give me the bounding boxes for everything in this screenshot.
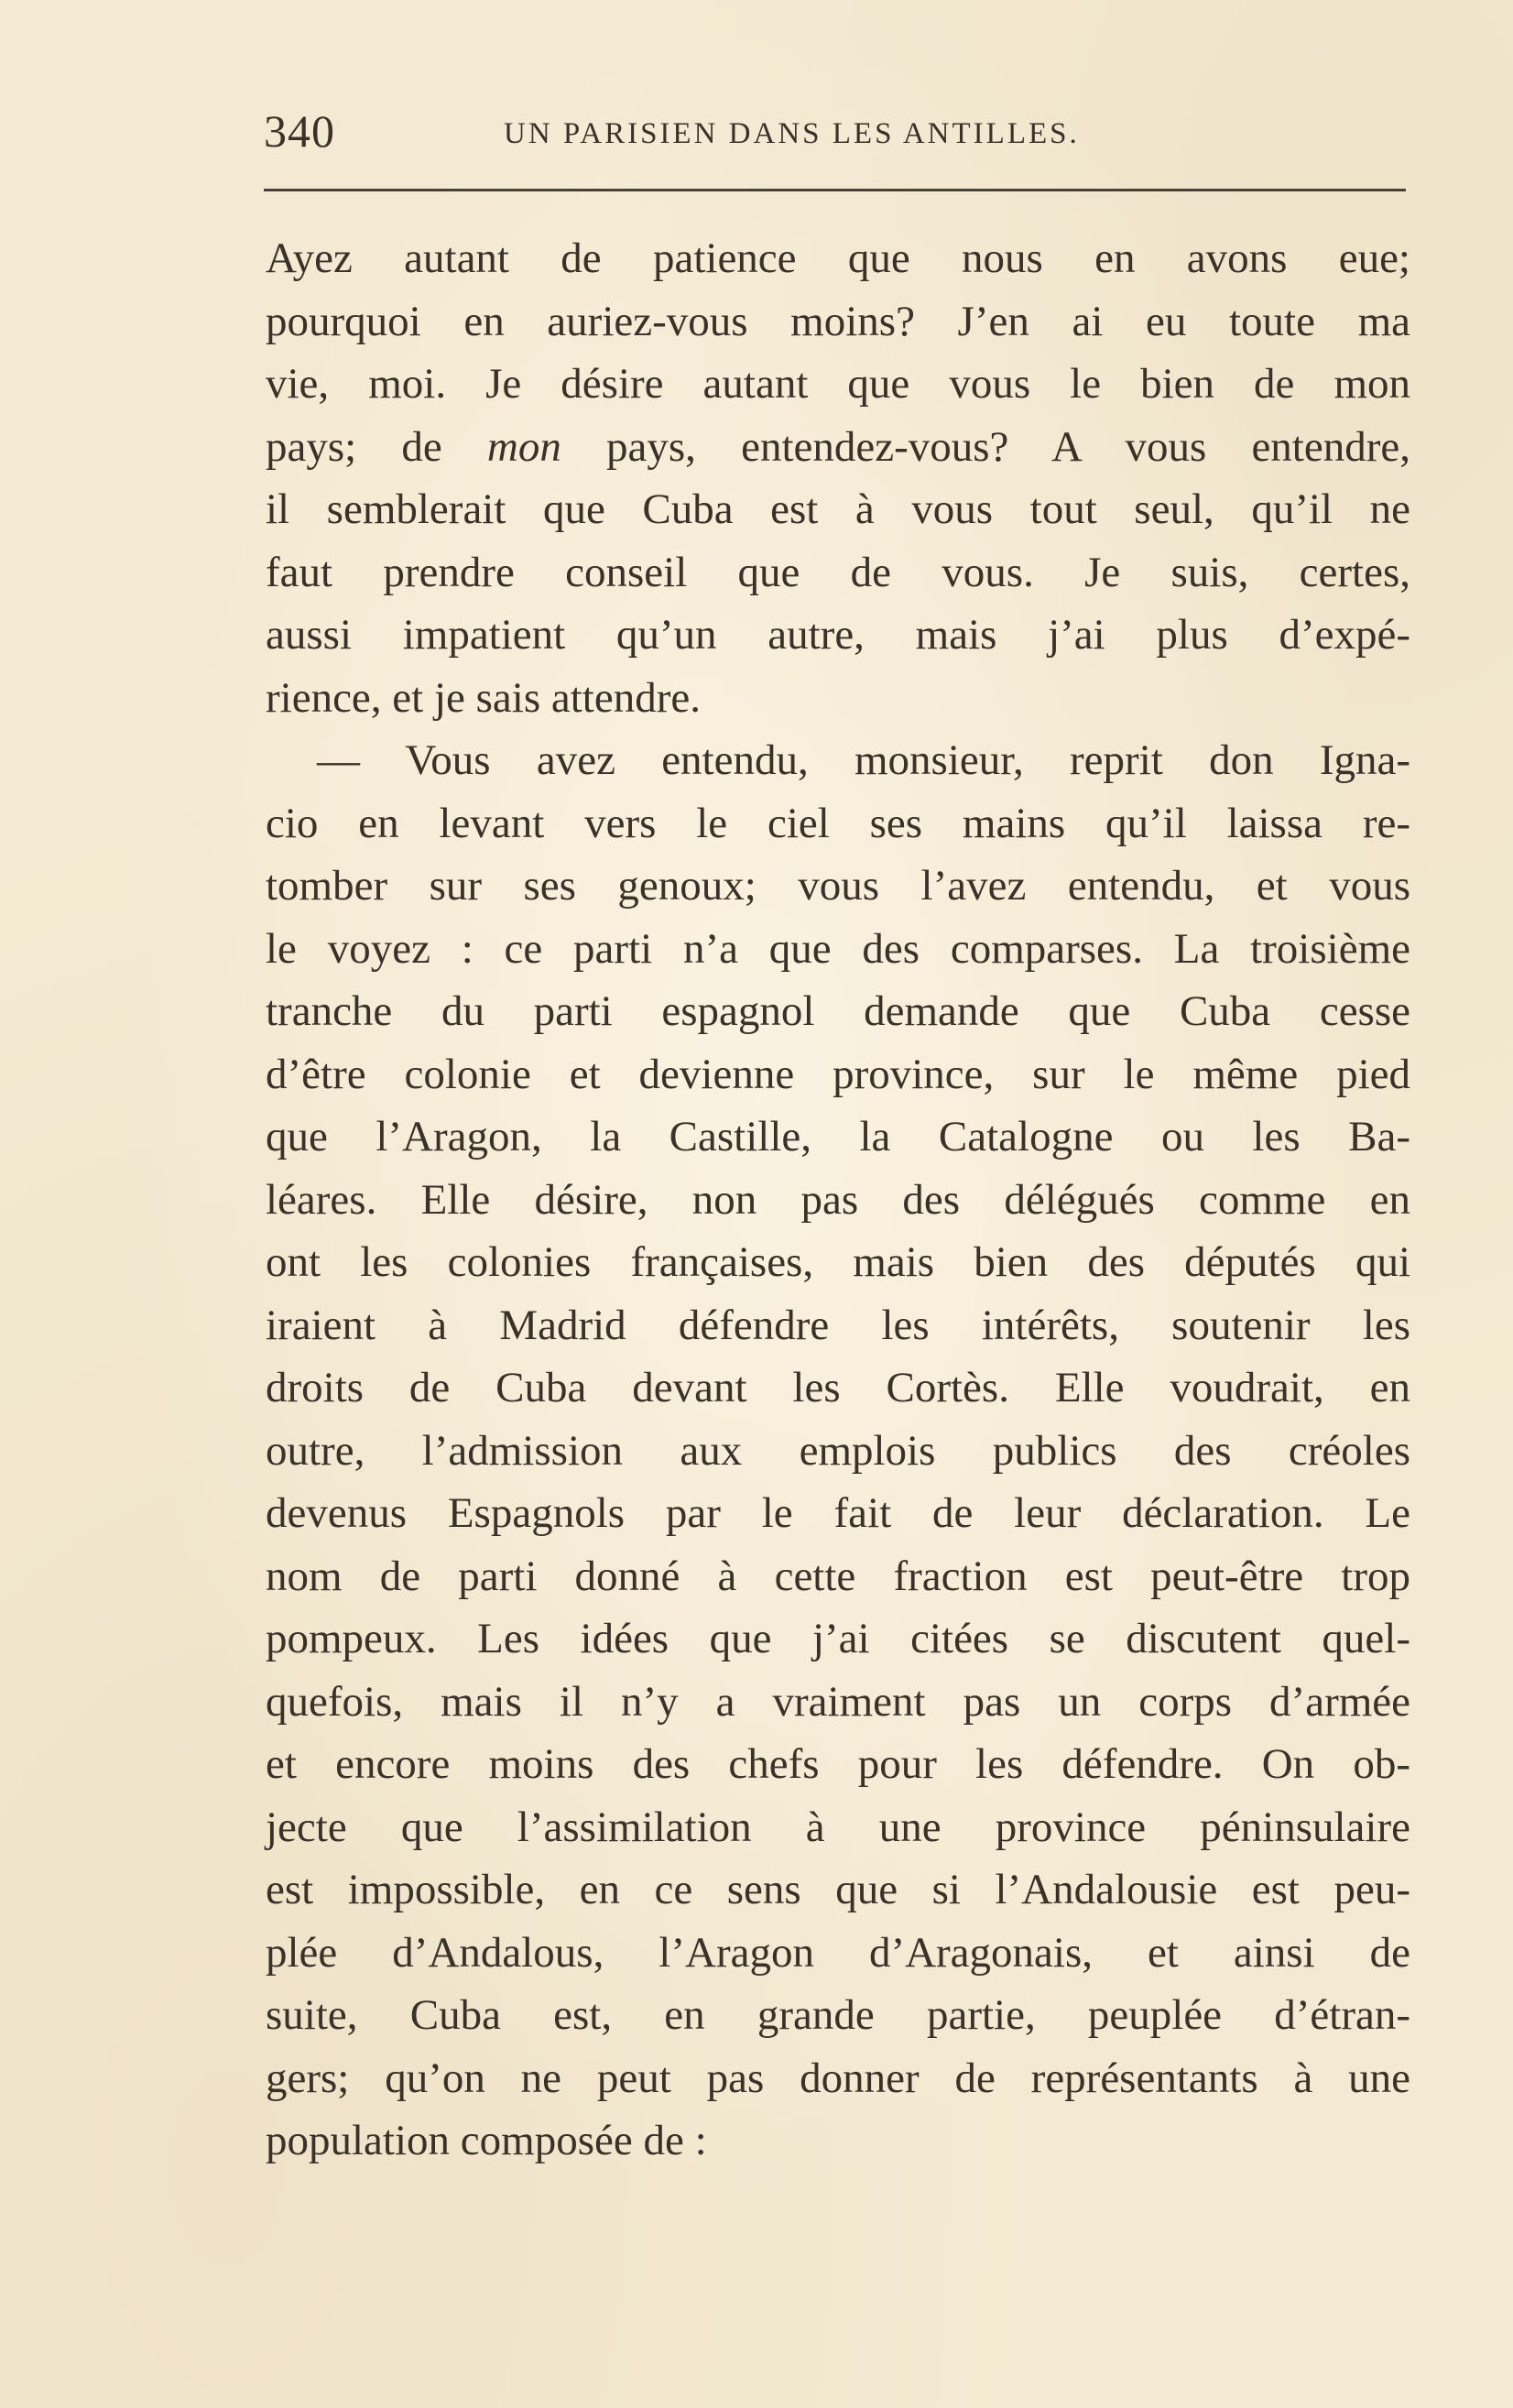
text-line: léares. Elle désire, non pas des délégués comme en	[266, 1175, 1410, 1224]
text-line: outre, l’admission aux emplois publics des créoles	[266, 1426, 1410, 1475]
body-text	[266, 227, 1410, 2173]
text-segment: pays, entendez-vous? A vous entendre,	[561, 422, 1410, 471]
text-line: aussi impatient qu’un autre, mais j’ai plus d’expé-	[266, 611, 1410, 659]
paragraph-end-line: population composée de :	[266, 2117, 707, 2164]
text-line: iraient à Madrid défendre les intérêts, soutenir les	[266, 1301, 1410, 1349]
text-line: quefois, mais il n’y a vraiment pas un corps d’armée	[266, 1677, 1410, 1726]
text-line: faut prendre conseil que de vous. Je suis, certes,	[266, 548, 1410, 596]
paragraph-end-line: rience, et je sais attendre.	[266, 673, 701, 722]
text-line: que l’Aragon, la Castille, la Catalogne ou les Ba-	[266, 1113, 1410, 1160]
text-line: nom de parti donné à cette fraction est peut-être trop	[266, 1552, 1410, 1600]
text-line: il semblerait que Cuba est à vous tout seul, qu’il ne	[266, 485, 1410, 533]
text-line: pompeux. Les idées que j’ai citées se discutent quel-	[266, 1615, 1410, 1662]
emphasized-word: mon	[486, 422, 561, 471]
page-number: 340	[264, 105, 335, 157]
text-line: cio en levant vers le ciel ses mains qu’il laissa re-	[266, 799, 1410, 847]
text-line: ont les colonies françaises, mais bien des députés qui	[266, 1238, 1410, 1286]
text-line: gers; qu’on ne peut pas donner de représentants à une	[266, 2054, 1410, 2102]
header-rule	[264, 189, 1406, 191]
text-line: jecte que l’assimilation à une province péninsulaire	[266, 1803, 1410, 1851]
text-line: vie, moi. Je désire autant que vous le bien de mon	[266, 360, 1410, 408]
text-line-with-emphasis	[266, 416, 1410, 479]
text-line: suite, Cuba est, en grande partie, peuplée d’étran-	[266, 1991, 1410, 2039]
text-line: plée d’Andalous, l’Aragon d’Aragonais, et ainsi de	[266, 1928, 1410, 1977]
running-head	[264, 99, 1407, 163]
text-line: est impossible, en ce sens que si l’Andalousie est peu-	[266, 1866, 1410, 1913]
text-line: Ayez autant de patience que nous en avons eue;	[266, 234, 1410, 282]
paragraph-start-line: — Vous avez entendu, monsieur, reprit don Igna-	[317, 736, 1410, 784]
text-line: le voyez : ce parti n’a que des comparses. La troisième	[266, 924, 1410, 973]
running-title: UN PARISIEN DANS LES ANTILLES.	[504, 117, 1080, 150]
text-line: droits de Cuba devant les Cortès. Elle voudrait, en	[266, 1364, 1410, 1411]
text-line: pourquoi en auriez-vous moins? J’en ai eu toute ma	[266, 297, 1410, 345]
text-line: d’être colonie et devienne province, sur le même pied	[266, 1050, 1410, 1098]
text-line: tranche du parti espagnol demande que Cuba cesse	[266, 987, 1410, 1035]
text-segment: pays; de	[266, 422, 487, 471]
text-line: devenus Espagnols par le fait de leur déclaration. Le	[266, 1489, 1410, 1537]
text-line: tomber sur ses genoux; vous l’avez entendu, et vous	[266, 862, 1410, 910]
text-line: et encore moins des chefs pour les défendre. On ob-	[266, 1740, 1410, 1788]
